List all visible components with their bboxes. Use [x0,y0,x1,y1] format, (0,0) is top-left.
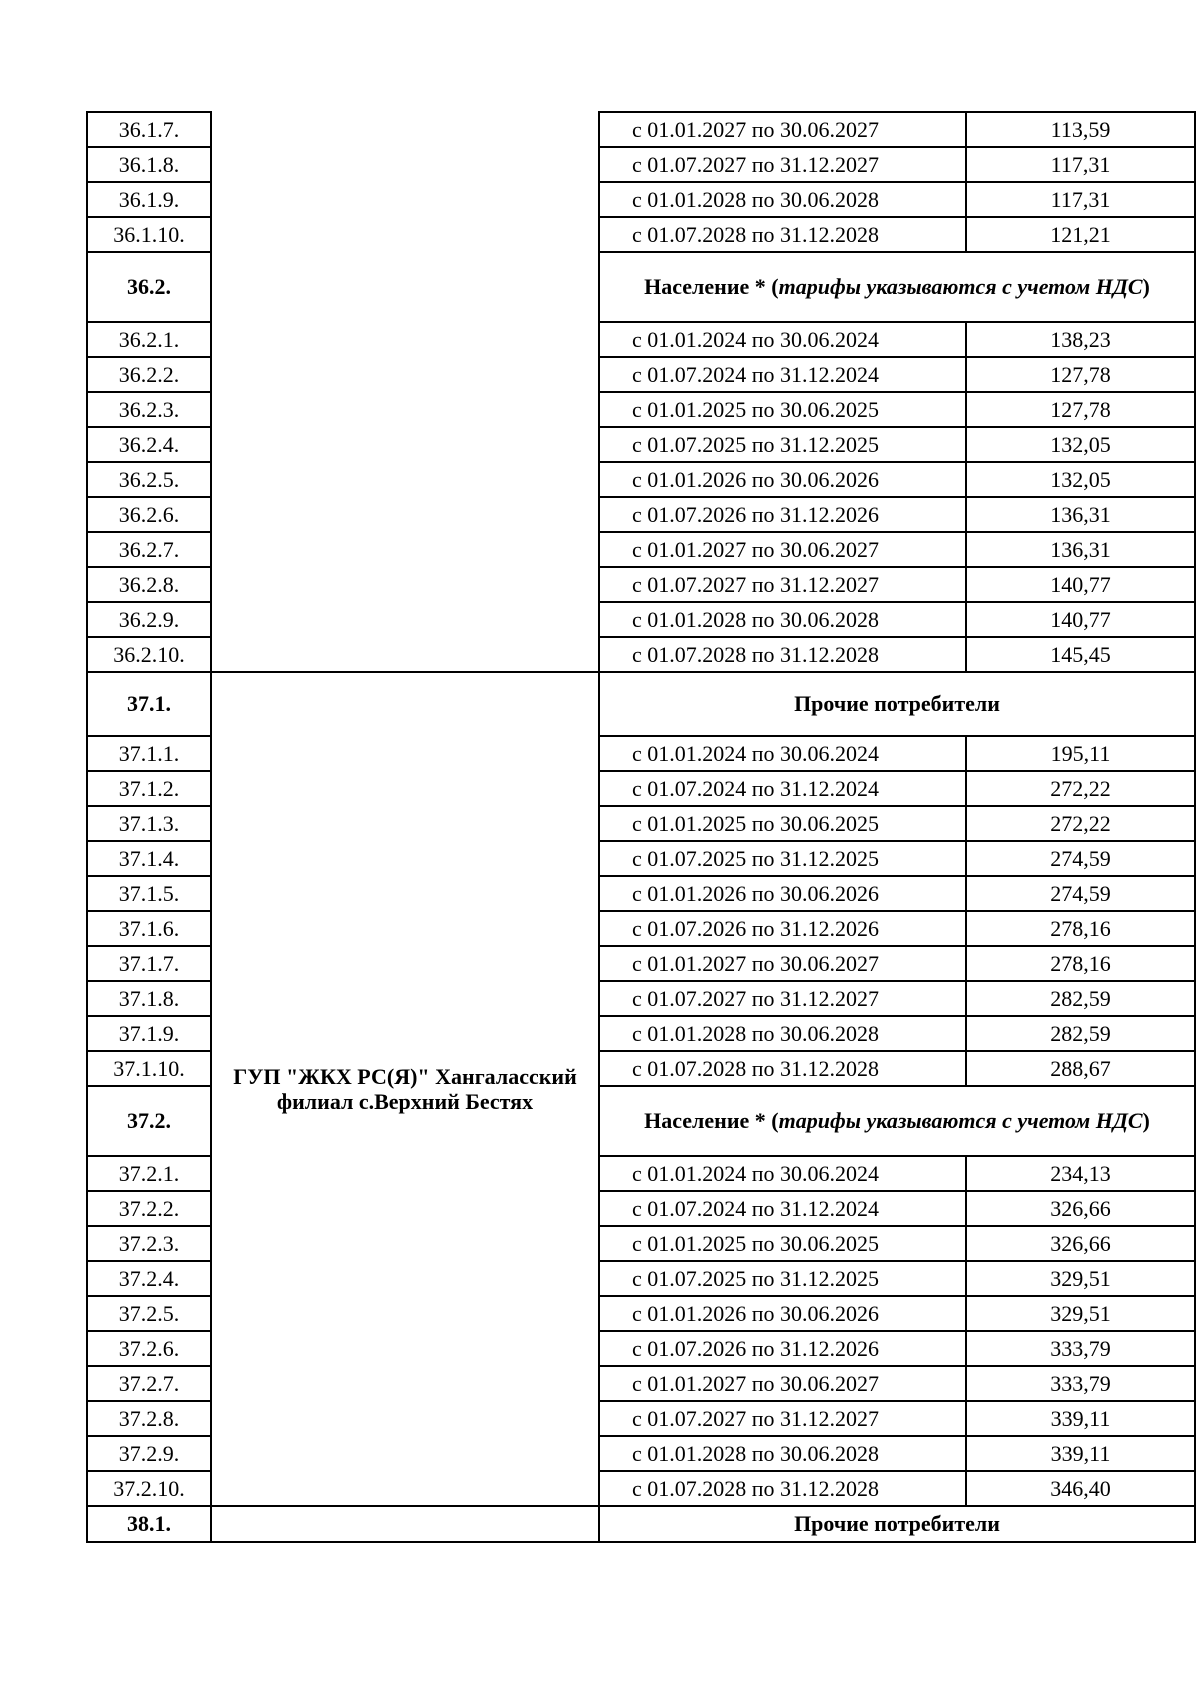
period-cell: с 01.07.2024 по 31.12.2024 [599,771,966,806]
category-label: Население * ( [644,1108,779,1134]
row-number: 36.1.9. [87,182,211,217]
period-cell: с 01.07.2027 по 31.12.2027 [599,567,966,602]
row-number: 37.1.5. [87,876,211,911]
row-number: 36.2.8. [87,567,211,602]
row-number: 37.1.2. [87,771,211,806]
row-number: 36.2.6. [87,497,211,532]
period-cell: с 01.01.2027 по 30.06.2027 [599,946,966,981]
row-number: 36.2.7. [87,532,211,567]
row-number: 37.1.7. [87,946,211,981]
period-cell: с 01.01.2028 по 30.06.2028 [599,1436,966,1471]
row-number: 36.1.10. [87,217,211,252]
tariff-value: 329,51 [966,1296,1195,1331]
tariff-value: 195,11 [966,736,1195,771]
period-cell: с 01.01.2027 по 30.06.2027 [599,532,966,567]
section-header-row [87,672,1195,736]
tariff-value: 117,31 [966,182,1195,217]
tariff-value: 234,13 [966,1156,1195,1191]
period-cell: с 01.01.2024 по 30.06.2024 [599,736,966,771]
period-cell: с 01.01.2025 по 30.06.2025 [599,806,966,841]
period-cell: с 01.01.2025 по 30.06.2025 [599,392,966,427]
category-label-end: ) [1142,274,1150,300]
period-cell: с 01.07.2026 по 31.12.2026 [599,1331,966,1366]
organization-cell [211,672,599,1506]
row-number: 36.2.3. [87,392,211,427]
category-note: тарифы указываются с учетом НДС [778,274,1143,300]
tariff-value: 140,77 [966,567,1195,602]
tariff-value: 339,11 [966,1401,1195,1436]
tariff-value: 127,78 [966,357,1195,392]
category-label-end: ) [1142,1108,1150,1134]
tariff-value: 282,59 [966,981,1195,1016]
row-number: 37.1.6. [87,911,211,946]
tariff-value: 136,31 [966,532,1195,567]
category-header [599,1086,1195,1156]
period-cell: с 01.07.2026 по 31.12.2026 [599,497,966,532]
table-row [87,112,1195,147]
section-number: 38.1. [87,1506,211,1542]
tariff-value: 127,78 [966,392,1195,427]
category-label: Прочие потребители [794,691,1000,717]
tariff-value: 326,66 [966,1191,1195,1226]
period-cell: с 01.01.2028 по 30.06.2028 [599,602,966,637]
tariff-value: 288,67 [966,1051,1195,1086]
tariff-value: 333,79 [966,1331,1195,1366]
row-number: 37.2.1. [87,1156,211,1191]
row-number: 36.2.9. [87,602,211,637]
period-cell: с 01.07.2027 по 31.12.2027 [599,981,966,1016]
tariff-value: 132,05 [966,427,1195,462]
period-cell: с 01.07.2024 по 31.12.2024 [599,357,966,392]
category-header [599,672,1195,736]
period-cell: с 01.01.2026 по 30.06.2026 [599,876,966,911]
row-number: 37.2.5. [87,1296,211,1331]
category-label: Прочие потребители [794,1511,1000,1537]
tariff-value: 272,22 [966,771,1195,806]
section-number: 37.2. [87,1086,211,1156]
period-cell: с 01.07.2027 по 31.12.2027 [599,1401,966,1436]
tariff-value: 132,05 [966,462,1195,497]
category-note: тарифы указываются с учетом НДС [778,1108,1143,1134]
tariff-value: 274,59 [966,841,1195,876]
row-number: 36.1.7. [87,112,211,147]
tariff-value: 274,59 [966,876,1195,911]
period-cell: с 01.07.2028 по 31.12.2028 [599,1471,966,1506]
period-cell: с 01.01.2026 по 30.06.2026 [599,462,966,497]
period-cell: с 01.07.2028 по 31.12.2028 [599,217,966,252]
row-number: 37.1.10. [87,1051,211,1086]
row-number: 37.1.4. [87,841,211,876]
section-header-row [87,1506,1195,1542]
period-cell: с 01.01.2026 по 30.06.2026 [599,1296,966,1331]
tariff-value: 272,22 [966,806,1195,841]
period-cell: с 01.07.2025 по 31.12.2025 [599,841,966,876]
period-cell: с 01.07.2025 по 31.12.2025 [599,1261,966,1296]
row-number: 37.1.1. [87,736,211,771]
row-number: 36.2.4. [87,427,211,462]
row-number: 36.2.2. [87,357,211,392]
row-number: 37.2.8. [87,1401,211,1436]
tariff-value: 326,66 [966,1226,1195,1261]
period-cell: с 01.01.2024 по 30.06.2024 [599,1156,966,1191]
tariff-value: 140,77 [966,602,1195,637]
tariff-value: 339,11 [966,1436,1195,1471]
tariff-value: 136,31 [966,497,1195,532]
period-cell: с 01.01.2025 по 30.06.2025 [599,1226,966,1261]
tariff-value: 278,16 [966,946,1195,981]
period-cell: с 01.01.2028 по 30.06.2028 [599,182,966,217]
period-cell: с 01.01.2027 по 30.06.2027 [599,112,966,147]
tariff-value: 138,23 [966,322,1195,357]
row-number: 37.2.7. [87,1366,211,1401]
tariff-value: 346,40 [966,1471,1195,1506]
tariff-value: 333,79 [966,1366,1195,1401]
period-cell: с 01.01.2028 по 30.06.2028 [599,1016,966,1051]
tariff-value: 113,59 [966,112,1195,147]
category-label: Население * ( [644,274,779,300]
row-number: 37.2.6. [87,1331,211,1366]
tariff-value: 278,16 [966,911,1195,946]
row-number: 37.1.3. [87,806,211,841]
category-header [599,1506,1195,1542]
period-cell: с 01.01.2027 по 30.06.2027 [599,1366,966,1401]
section-number: 37.1. [87,672,211,736]
category-header [599,252,1195,322]
period-cell: с 01.07.2026 по 31.12.2026 [599,911,966,946]
row-number: 37.2.10. [87,1471,211,1506]
row-number: 37.2.4. [87,1261,211,1296]
tariff-value: 329,51 [966,1261,1195,1296]
period-cell: с 01.07.2024 по 31.12.2024 [599,1191,966,1226]
tariff-table [86,111,1196,1543]
tariff-value: 121,21 [966,217,1195,252]
row-number: 37.1.9. [87,1016,211,1051]
tariff-value: 145,45 [966,637,1195,672]
organization-name: ГУП "ЖКХ РС(Я)" Хангаласский филиал с.Верхний Бестях [233,1063,577,1114]
row-number: 37.1.8. [87,981,211,1016]
period-cell: с 01.07.2025 по 31.12.2025 [599,427,966,462]
tariff-value: 117,31 [966,147,1195,182]
row-number: 37.2.9. [87,1436,211,1471]
tariff-value: 282,59 [966,1016,1195,1051]
period-cell: с 01.01.2024 по 30.06.2024 [599,322,966,357]
organization-cell [211,112,599,672]
row-number: 36.2.1. [87,322,211,357]
row-number: 36.1.8. [87,147,211,182]
row-number: 36.2.10. [87,637,211,672]
row-number: 36.2.5. [87,462,211,497]
period-cell: с 01.07.2028 по 31.12.2028 [599,1051,966,1086]
section-number: 36.2. [87,252,211,322]
row-number: 37.2.2. [87,1191,211,1226]
organization-cell [211,1506,599,1542]
period-cell: с 01.07.2028 по 31.12.2028 [599,637,966,672]
period-cell: с 01.07.2027 по 31.12.2027 [599,147,966,182]
row-number: 37.2.3. [87,1226,211,1261]
